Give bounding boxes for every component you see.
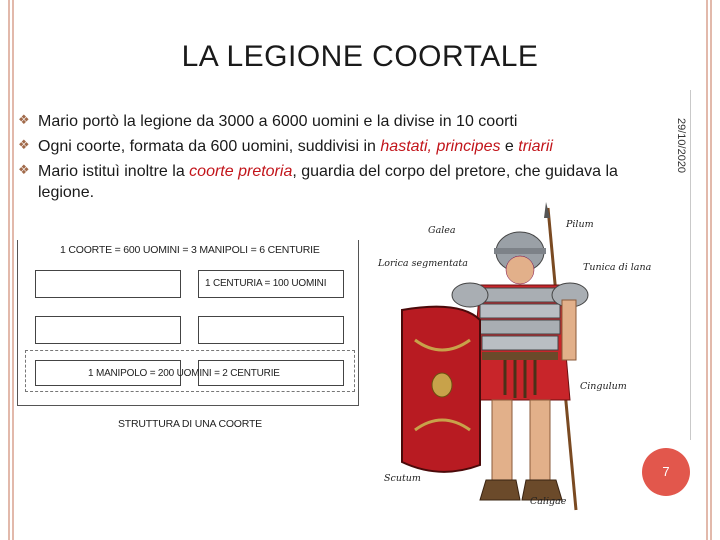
bullet-item-1 [18,111,648,132]
helmet-brim [494,248,546,254]
highlight-coorte-pretoria: coorte pretoria [189,163,293,180]
left-leg [492,400,512,490]
left-border-line-inner [12,0,14,540]
right-leg [530,400,550,490]
cingulum-belt [482,352,558,360]
slide-date: 29/10/2020 [675,118,687,174]
fleur-bullet-icon: ❖ [18,112,30,127]
centuria-box [35,270,181,298]
label-pilum: Pilum [566,219,594,230]
diagram-caption: STRUTTURA DI UNA COORTE [118,418,262,430]
highlight-triarii: triarii [518,138,553,155]
centuria-box [198,316,344,344]
manipolo-label: 1 MANIPOLO = 200 UOMINI = 2 CENTURIE [88,368,280,379]
label-lorica: Lorica segmentata [378,258,468,269]
bullet-text-pre: Mario istituì inoltre la [38,163,190,180]
slide-title: LA LEGIONE COORTALE [181,40,539,73]
face [506,256,534,284]
label-scutum: Scutum [384,473,421,484]
caligae-sandal [480,480,520,500]
label-galea: Galea [428,225,456,236]
bullet-text-pre: Ogni coorte, formata da 600 uomini, suddivisi in [38,138,381,155]
bullet-list [18,111,648,207]
shield-boss [432,373,452,397]
arm [562,300,576,360]
label-cingulum: Cingulum [580,381,627,392]
legionary-illustration [370,200,680,530]
left-border-line [8,0,10,540]
bullet-item-2 [18,136,648,157]
bullet-text-post: , guardia del corpo del pretore, che guidava la legione. [38,163,618,201]
page-number-badge: 7 [642,448,690,496]
label-tunica: Tunica di lana [583,262,652,273]
right-border-line [710,0,712,540]
label-caligae: Caligae [530,496,567,507]
centuria-label: 1 CENTURIA = 100 UOMINI [205,278,327,289]
bullet-text: Mario portò la legione da 3000 a 6000 uomini e la divise in 10 coorti [38,113,518,130]
centuria-box [35,316,181,344]
fleur-bullet-icon: ❖ [18,137,30,152]
bullet-text-mid: e [500,138,519,155]
diagram-header: 1 COORTE = 600 UOMINI = 3 MANIPOLI = 6 CENTURIE [60,244,320,256]
highlight-hastati-principes: hastati, principes [380,138,501,155]
fleur-bullet-icon: ❖ [18,162,30,177]
right-border-line-inner [706,0,708,540]
vertical-divider [690,90,691,440]
bullet-item-3 [18,161,648,203]
